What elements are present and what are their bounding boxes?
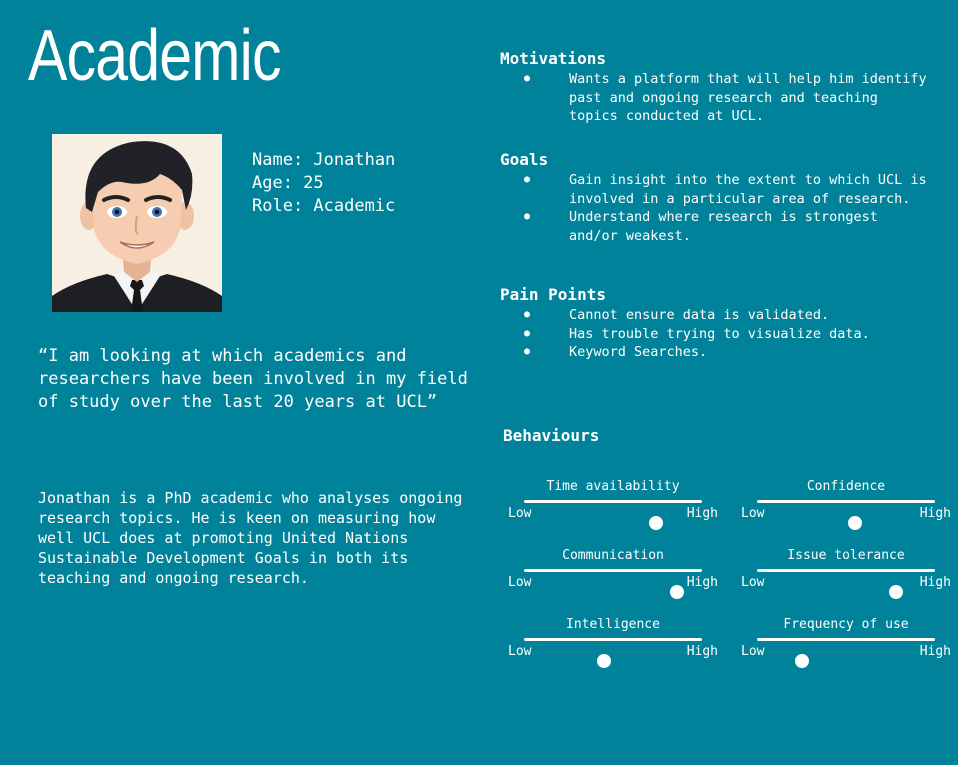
slider-knob xyxy=(597,654,611,668)
list-item: ● Has trouble trying to visualize data. xyxy=(524,325,934,344)
list-item: ● Cannot ensure data is validated. xyxy=(524,306,934,325)
slider-label: Frequency of use xyxy=(783,617,909,632)
motivations-list xyxy=(524,70,934,126)
list-item: ● Gain insight into the extent to which UCL is involved in a particular area of research. xyxy=(524,171,934,208)
motivations-heading: Motivations xyxy=(500,49,606,68)
slider-high-label: High xyxy=(919,506,951,521)
slider-low-label: Low xyxy=(741,644,765,659)
slider-knob xyxy=(649,516,663,530)
slider-track xyxy=(757,638,935,641)
slider-low-label: Low xyxy=(741,506,765,521)
slider-low-label: Low xyxy=(508,575,532,590)
slider-high-label: High xyxy=(686,575,718,590)
slider-low-label: Low xyxy=(508,644,532,659)
slider-knob xyxy=(889,585,903,599)
pain-points-list xyxy=(524,306,934,362)
goals-list xyxy=(524,171,934,245)
slider-low-label: Low xyxy=(508,506,532,521)
slider-knob xyxy=(795,654,809,668)
slider-frequency-of-use xyxy=(741,617,951,677)
persona-bio: Jonathan is a PhD academic who analyses ongoing research topics. He is keen on measuring how well UCL does at promoting United Nations Sustainable Development Goals in both its teaching and ongoing research. xyxy=(38,489,463,587)
pain-points-heading: Pain Points xyxy=(500,285,606,304)
slider-high-label: High xyxy=(686,506,718,521)
slider-intelligence xyxy=(508,617,718,677)
slider-time-availability xyxy=(508,479,718,539)
slider-high-label: High xyxy=(919,644,951,659)
list-item: ● Wants a platform that will help him identify past and ongoing research and teaching topics conducted at UCL. xyxy=(524,70,934,126)
profile-role: Role: Academic xyxy=(252,196,396,216)
list-item: ● Keyword Searches. xyxy=(524,343,934,362)
slider-label: Issue tolerance xyxy=(787,548,905,563)
profile-info xyxy=(252,149,395,218)
slider-knob xyxy=(670,585,684,599)
slider-high-label: High xyxy=(686,644,718,659)
slider-low-label: Low xyxy=(741,575,765,590)
profile-name: Name: Jonathan xyxy=(252,150,396,170)
slider-track xyxy=(757,500,935,503)
slider-label: Intelligence xyxy=(566,617,660,632)
slider-label: Time availability xyxy=(546,479,680,494)
goals-heading: Goals xyxy=(500,150,549,169)
slider-confidence xyxy=(741,479,951,539)
behaviours-heading: Behaviours xyxy=(503,426,600,445)
profile-age: Age: 25 xyxy=(252,173,324,193)
slider-label: Communication xyxy=(562,548,664,563)
slider-high-label: High xyxy=(919,575,951,590)
slider-communication xyxy=(508,548,718,608)
avatar-illustration xyxy=(52,134,222,312)
avatar xyxy=(52,134,222,312)
list-item: ● Understand where research is strongest and/or weakest. xyxy=(524,208,934,245)
slider-track xyxy=(757,569,935,572)
persona-quote: “I am looking at which academics and researchers have been involved in my field of study over the last 20 years at UCL” xyxy=(38,346,468,412)
slider-track xyxy=(524,638,702,641)
slider-track xyxy=(524,500,702,503)
slider-label: Confidence xyxy=(806,479,886,494)
slider-knob xyxy=(848,516,862,530)
slider-track xyxy=(524,569,702,572)
slider-issue-tolerance xyxy=(741,548,951,608)
page-title: Academic xyxy=(28,16,281,96)
